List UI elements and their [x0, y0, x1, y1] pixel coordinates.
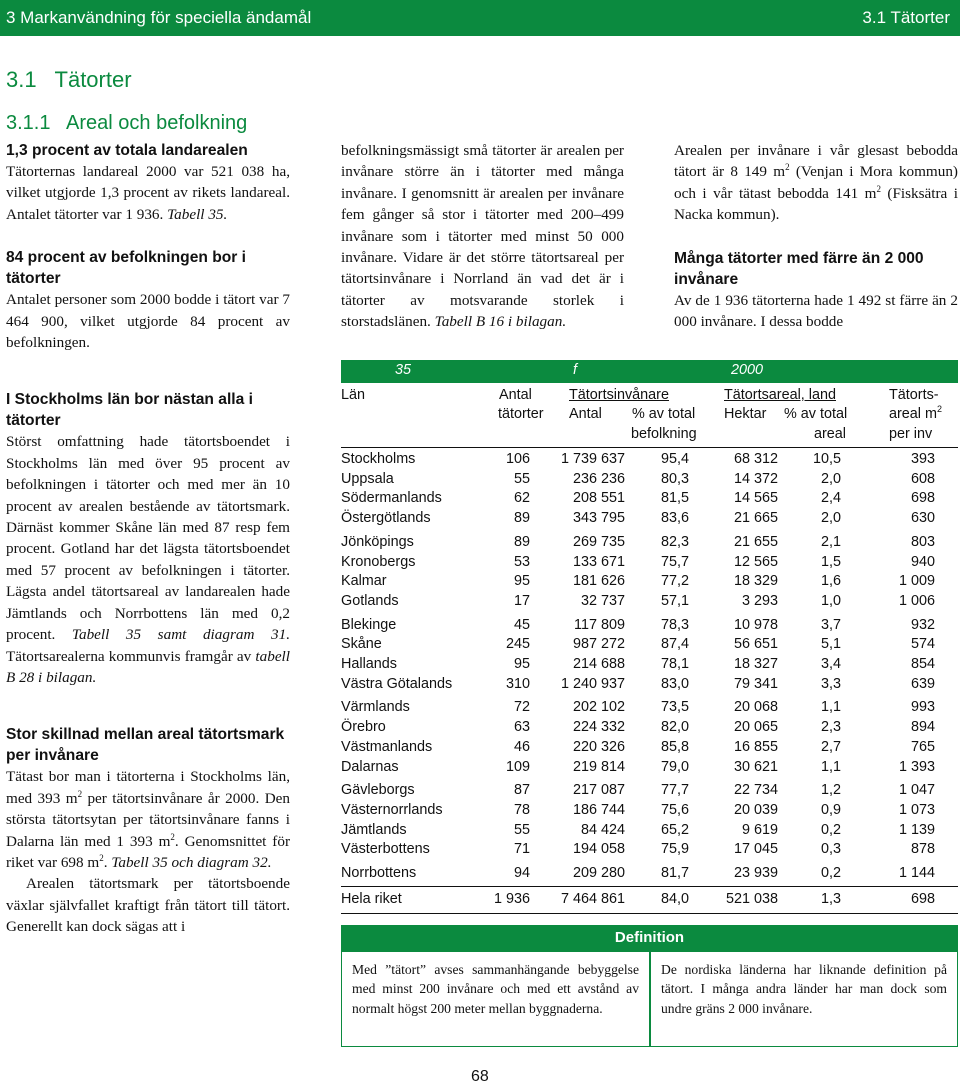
table-cell-value: 854 [910, 656, 935, 672]
heading-area-per-resident: Stor skillnad mellan areal tätortsmark per invånare [6, 726, 285, 765]
table-cell-value: 68 312 [733, 451, 778, 467]
header-inv-pct: % av total [632, 406, 696, 422]
table-cell-county: Södermanlands [341, 490, 442, 507]
header-areal: areal [814, 426, 846, 442]
table-cell-value: 81,5 [660, 490, 689, 507]
table-cell-value: 878 [910, 841, 935, 858]
table-cell-value: 89 [513, 510, 530, 527]
table-cell-value: 1,3 [820, 891, 841, 907]
header-inv-antal: Antal [569, 406, 602, 422]
table-row [341, 617, 958, 637]
heading-land-area: 1,3 procent av totala landarealen [6, 142, 248, 159]
table-cell-value: 217 087 [572, 782, 625, 799]
table-cell-value: 1,2 [820, 782, 841, 799]
table-cell-value: 17 [513, 592, 530, 609]
text-column-3 [674, 140, 958, 332]
table-cell-value: 95,4 [660, 451, 689, 467]
table-cell-value: 9 619 [741, 821, 778, 838]
table-row [341, 656, 958, 676]
table-cell-value: 89 [513, 533, 530, 550]
table-row [341, 554, 958, 574]
definition-right: De nordiska länderna har liknande definition på tätort. I många andra länder har man dock som undre gräns 2 000 invånare. [650, 951, 958, 1047]
table-cell-value: 63 [513, 719, 530, 736]
table-cell-value: 208 551 [572, 490, 625, 507]
header-antal: Antal [499, 387, 532, 403]
table-cell-value: 1 393 [898, 758, 935, 775]
table-row [341, 739, 958, 759]
table-cell-value: 95 [513, 573, 530, 590]
table-row [341, 490, 958, 510]
table-cell-value: 3 293 [741, 592, 778, 609]
heading-population-share: 84 procent av befolkningen bor i tätorter [6, 249, 247, 288]
table-row [341, 822, 958, 842]
table-cell-value: 3,3 [820, 675, 841, 692]
table-cell-value: 21 655 [733, 533, 778, 550]
table-cell-value: 7 464 861 [560, 891, 625, 907]
table-cell-value: 1 073 [898, 801, 935, 818]
table-cell-value: 79,0 [660, 758, 689, 775]
table-cell-value: 0,2 [820, 821, 841, 838]
header-hektar: Hektar [724, 406, 767, 422]
table-cell-value: 78 [513, 801, 530, 818]
table-cell-value: 30 621 [733, 758, 778, 775]
table-cell-value: 17 045 [733, 841, 778, 858]
header-befolkning: befolkning [631, 426, 697, 442]
table-cell-value: 62 [513, 490, 530, 507]
table-cell-value: 109 [505, 758, 530, 775]
table-cell-value: 82,0 [660, 719, 689, 736]
header-areal-m2: areal $m^2$ [889, 404, 943, 422]
table-cell-value: 1,0 [820, 592, 841, 609]
table-cell-value: 77,7 [660, 782, 689, 799]
table-cell-value: 940 [910, 553, 935, 570]
table-cell-county: Värmlands [341, 699, 410, 716]
table-cell-value: 0,3 [820, 841, 841, 858]
table-cell-value: 75,7 [660, 553, 689, 570]
table-cell-value: 3,7 [820, 616, 841, 633]
table-cell-value: 10 978 [733, 616, 778, 633]
table-cell-value: 14 565 [733, 490, 778, 507]
table-cell-value: 71 [513, 841, 530, 858]
paragraph-variation: Arealen tätortsmark per tätortsboende växlar självfallet kraftigt från tätort till tätort. Generellt kan dock sägas att i [6, 875, 290, 936]
table-cell-value: 181 626 [572, 573, 625, 590]
paragraph-stockholm: Störst omfattning hade tätortsboendet i Stockholms län med över 95 procent av befolkningen i tätorter och med mer än 10 procent av arealen bestående av tätortsmark. Därnäst kommer Skåne län med 87 resp fem procent. Gotland har det lägsta tätortsboendet med 57 procent av befolkningen i tätorter. Lägsta andel tätortsareal av landarealen hade Jämtlands och Norrbottens län med 0,2 procent. Tabell 35 samt diagram 31. Tätortsarealerna kommunvis framgår av tabell B 28 i bilagan. [6, 433, 290, 686]
table-cell-county: Västerbottens [341, 841, 430, 858]
table-cell-value: 209 280 [572, 865, 625, 881]
table-cell-value: 1 139 [898, 821, 935, 838]
table-letter: f [573, 362, 577, 378]
table-cell-value: 78,3 [660, 616, 689, 633]
header-tatorter: tätorter [498, 406, 544, 422]
header-tatortsareal: Tätortsareal, land [724, 387, 836, 403]
table-cell-county: Västra Götalands [341, 675, 453, 692]
table-cell-value: 343 795 [572, 510, 625, 527]
table-cell-value: 2,7 [820, 738, 841, 755]
header-tatorts: Tätorts- [889, 387, 939, 403]
table-cell-value: 79 341 [733, 675, 778, 692]
table-cell-county: Östergötlands [341, 510, 431, 527]
table-cell-value: 133 671 [572, 553, 625, 570]
paragraph-extremes: Arealen per invånare i vår glesast bebodda tätort är 8 149 $m^2$ (Venjan i Mora kommun) och i vår tätast bebodda 141 $m^2$ (Fisksätra i Nacka kommun). [674, 142, 958, 224]
table-cell-value: 1 936 [493, 891, 530, 907]
table-cell-value: 2,0 [820, 470, 841, 487]
table-cell-county: Västmanlands [341, 738, 433, 755]
table-cell-value: 1,1 [820, 699, 841, 716]
table-cell-value: 1 144 [898, 865, 935, 881]
table-cell-value: 269 735 [572, 533, 625, 550]
table-cell-value: 803 [910, 533, 935, 550]
header-lan: Län [341, 387, 366, 403]
table-cell-value: 83,0 [660, 675, 689, 692]
definition-left: Med ”tätort” avses sammanhängande bebyggelse med minst 200 invånare och med ett avstånd av normalt högst 200 meter mellan byggnaderna. [341, 951, 650, 1047]
table-cell-value: 18 327 [733, 656, 778, 672]
table-cell-value: 12 565 [733, 553, 778, 570]
table-row [341, 699, 958, 719]
table-cell-value: 310 [505, 675, 530, 692]
table-number: 35 [395, 362, 412, 378]
table-cell-value: 1,1 [820, 758, 841, 775]
table-cell-value: 20 065 [733, 719, 778, 736]
table-cell-value: 20 068 [733, 699, 778, 716]
table-cell-value: 608 [910, 470, 935, 487]
header-tatortsinvanare: Tätortsinvånare [569, 387, 669, 403]
table-cell-value: 106 [505, 451, 530, 467]
table-cell-value: 202 102 [572, 699, 625, 716]
definition-heading: Definition [341, 925, 958, 951]
table-cell-value: 1 240 937 [560, 675, 625, 692]
table-cell-value: 56 651 [733, 636, 778, 653]
table-cell-value: 73,5 [660, 699, 689, 716]
paragraph-small-towns: befolkningsmässigt små tätorter är arealen per invånare större än i tätorter med många invånare. I genomsnitt är arealen per invånare fem gånger så stor i tätorter med 200–499 invånare som i tätorter med minst 50 000 invånare. Vidare är det större tätortsareal per tätortsinvånare i Norrland än vad det är i tätorter av motsvarande storlek i storstadslänen. Tabell B 16 i bilagan. [341, 142, 624, 331]
table-header-rule [341, 447, 958, 448]
table-cell-county: Gotlands [341, 592, 399, 609]
table-cell-value: 78,1 [660, 656, 689, 672]
text-column-1 [6, 140, 290, 938]
table-cell-value: 214 688 [572, 656, 625, 672]
table-cell-value: 1 739 637 [560, 451, 625, 467]
table-row [341, 759, 958, 779]
table-row [341, 471, 958, 491]
table-cell-county: Örebro [341, 719, 386, 736]
table-cell-value: 75,9 [660, 841, 689, 858]
table-cell-value: 521 038 [725, 891, 778, 907]
table-cell-value: 5,1 [820, 636, 841, 653]
table-cell-value: 57,1 [660, 592, 689, 609]
table-cell-value: 186 744 [572, 801, 625, 818]
table-row [341, 676, 958, 696]
table-cell-value: 65,2 [660, 821, 689, 838]
table-row [341, 593, 958, 613]
table-cell-value: 80,3 [660, 470, 689, 487]
table-cell-value: 21 665 [733, 510, 778, 527]
table-cell-value: 0,2 [820, 865, 841, 881]
table-cell-county: Västernorrlands [341, 801, 443, 818]
table-row [341, 865, 958, 885]
table-cell-county: Jämtlands [341, 821, 407, 838]
page-number: 68 [471, 1068, 489, 1085]
table-cell-value: 574 [910, 636, 935, 653]
table-cell-value: 10,5 [812, 451, 841, 467]
table-cell-county: Gävleborgs [341, 782, 415, 799]
table-row [341, 451, 958, 471]
subsection-title: 3.1.1 Areal och befolkning [6, 112, 248, 134]
table-cell-value: 2,0 [820, 510, 841, 527]
paragraph-land-area: Tätorternas landareal 2000 var 521 038 ha, vilket utgjorde 1,3 procent av rikets landareal. Antalet tätorter var 1 936. Tabell 35. [6, 163, 290, 223]
table-cell-value: 245 [505, 636, 530, 653]
table-cell-value: 2,4 [820, 490, 841, 507]
table-cell-county: Kronobergs [341, 553, 416, 570]
table-cell-value: 987 272 [572, 636, 625, 653]
header-chapter: 3 Markanvändning för speciella ändamål [6, 8, 312, 27]
table-cell-value: 932 [910, 616, 935, 633]
table-bottom-rule [341, 913, 958, 914]
table-cell-value: 46 [513, 738, 530, 755]
table-cell-value: 87,4 [660, 636, 689, 653]
page-header [0, 0, 960, 36]
table-cell-value: 224 332 [572, 719, 625, 736]
table-cell-value: 0,9 [820, 801, 841, 818]
table-cell-county: Dalarnas [341, 758, 399, 775]
table-cell-county: Kalmar [341, 573, 387, 590]
table-cell-value: 20 039 [733, 801, 778, 818]
table-cell-value: 117 809 [574, 616, 625, 633]
table-cell-value: 32 737 [580, 592, 625, 609]
table-caption [341, 360, 958, 383]
table-cell-value: 1 047 [898, 782, 935, 799]
table-cell-county: Hallands [341, 656, 397, 672]
table-cell-value: 630 [910, 510, 935, 527]
heading-many-small-towns: Många tätorter med färre än 2 000 invånare [674, 249, 924, 288]
table-cell-county: Norrbottens [341, 865, 417, 881]
table-total-rule [341, 886, 958, 887]
table-cell-value: 53 [513, 553, 530, 570]
table-cell-value: 14 372 [733, 470, 778, 487]
table-row [341, 841, 958, 861]
header-section: 3.1 Tätorter [862, 8, 950, 27]
header-areal-pct: % av total [784, 406, 848, 422]
table-cell-value: 639 [910, 675, 935, 692]
table-cell-value: 2,3 [820, 719, 841, 736]
table-cell-value: 82,3 [660, 533, 689, 550]
text-column-2 [341, 140, 624, 333]
table-total-row [341, 891, 958, 911]
table-cell-value: 894 [910, 719, 935, 736]
section-title: 3.1 Tätorter [6, 67, 132, 92]
table-cell-county: Blekinge [341, 616, 397, 633]
table-cell-value: 220 326 [572, 738, 625, 755]
heading-stockholm: I Stockholms län bor nästan alla i tätorter [6, 391, 253, 430]
table-cell-value: 393 [910, 451, 935, 467]
table-cell-county: Hela riket [341, 891, 402, 907]
table-cell-value: 72 [513, 699, 530, 716]
table-cell-value: 698 [910, 891, 935, 907]
table-row [341, 719, 958, 739]
table-cell-value: 1 009 [898, 573, 935, 590]
table-row [341, 573, 958, 593]
table-cell-value: 83,6 [660, 510, 689, 527]
table-cell-value: 87 [513, 782, 530, 799]
paragraph-area-per-resident: Tätast bor man i tätorterna i Stockholms län, med 393 $m^2$ per tätortsinvånare år 2000. Den största tätortsytan per tätortsinvånare fanns i Dalarna län med 1 393 $m^2$. Genomsnittet för riket var 698 $m^2$. Tabell 35 och diagram 32. [6, 768, 291, 871]
paragraph-many-small-towns: Av de 1 936 tätorterna hade 1 492 st färre än 2 000 invånare. I dessa bodde [674, 291, 958, 331]
table-year: 2000 [731, 362, 764, 378]
table-cell-value: 993 [910, 699, 935, 716]
table-cell-value: 55 [513, 470, 530, 487]
table-cell-value: 2,1 [820, 533, 841, 550]
table-cell-value: 23 939 [733, 865, 778, 881]
table-cell-value: 765 [910, 738, 935, 755]
table-row [341, 802, 958, 822]
paragraph-population-share: Antalet personer som 2000 bodde i tätort var 7 464 900, vilket utgjorde 84 procent av befolkningen. [6, 291, 290, 352]
table-cell-value: 84 424 [580, 821, 625, 838]
table-cell-value: 77,2 [660, 573, 689, 590]
table-cell-value: 236 236 [572, 470, 625, 487]
table-cell-value: 95 [513, 656, 530, 672]
table-cell-county: Jönköpings [341, 533, 414, 550]
table-cell-value: 219 814 [572, 758, 625, 775]
table-row [341, 636, 958, 656]
table-cell-value: 22 734 [733, 782, 778, 799]
table-cell-value: 3,4 [820, 656, 841, 672]
header-per-inv: per inv [889, 426, 933, 442]
table-cell-value: 75,6 [660, 801, 689, 818]
table-cell-value: 81,7 [660, 865, 689, 881]
table-cell-county: Stockholms [341, 451, 416, 467]
table-row [341, 510, 958, 530]
table-cell-value: 698 [910, 490, 935, 507]
table-cell-value: 16 855 [733, 738, 778, 755]
table-cell-value: 194 058 [572, 841, 625, 858]
table-row [341, 782, 958, 802]
table-cell-value: 85,8 [660, 738, 689, 755]
table-cell-value: 1,5 [820, 553, 841, 570]
table-cell-value: 84,0 [660, 891, 689, 907]
table-cell-value: 55 [513, 821, 530, 838]
table-row [341, 534, 958, 554]
table-cell-value: 1 006 [898, 592, 935, 609]
table-cell-value: 18 329 [733, 573, 778, 590]
table-cell-county: Skåne [341, 636, 382, 653]
table-cell-value: 1,6 [820, 573, 841, 590]
table-cell-value: 94 [513, 865, 530, 881]
table-cell-value: 45 [513, 616, 530, 633]
table-cell-county: Uppsala [341, 470, 394, 487]
